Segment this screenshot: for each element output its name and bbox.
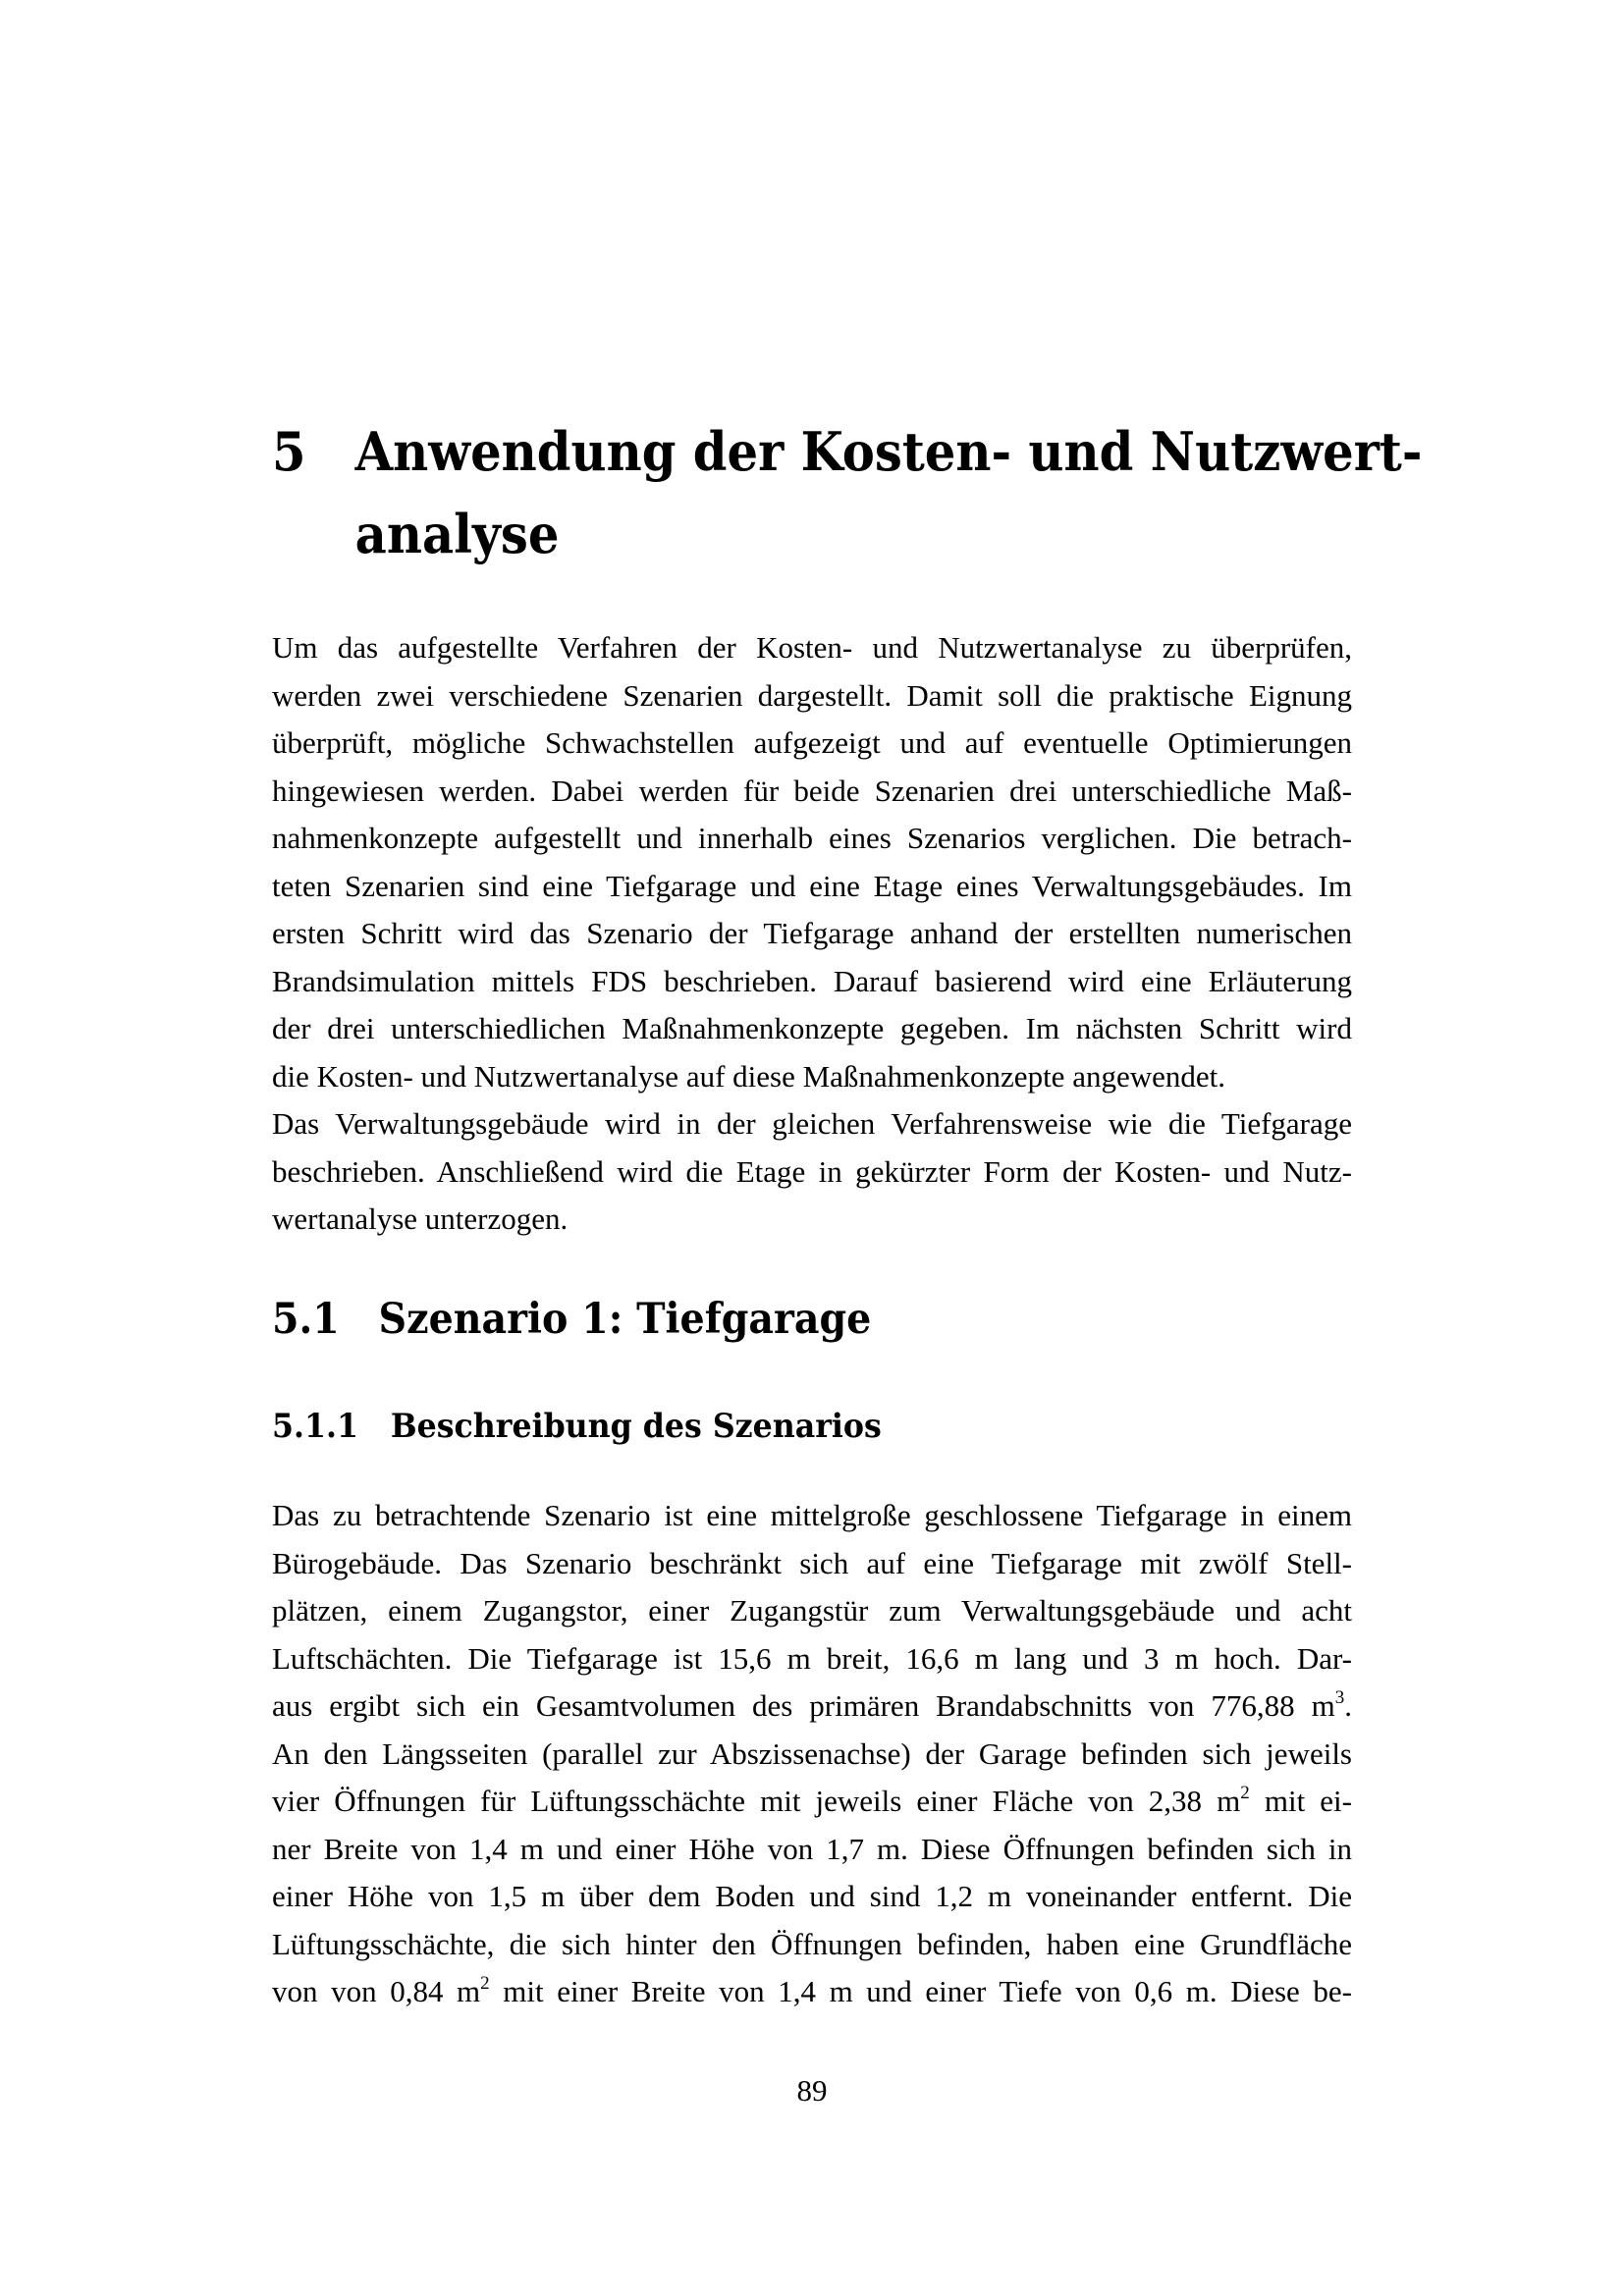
subsection-title: Beschreibung des Szenarios bbox=[390, 1407, 882, 1446]
intro-line: beschrieben. Anschließend wird die Etage in gekürzter Form der Kosten- und Nutz- bbox=[272, 1153, 1352, 1189]
body-line: Luftschächten. Die Tiefgarage ist 15,6 m breit, 16,6 m lang und 3 m hoch. Dar- bbox=[272, 1640, 1352, 1676]
body-line: aus ergibt sich ein Gesamtvolumen des primären Brandabschnitts von 776,88 $m^3$. bbox=[272, 1687, 1352, 1723]
body-line: An den Längsseiten (parallel zur Abszissenachse) der Garage befinden sich jeweils bbox=[272, 1735, 1352, 1771]
chapter-title-line-2: analyse bbox=[354, 503, 560, 565]
body-line: ner Breite von 1,4 m und einer Höhe von 1,7 m. Diese Öffnungen befinden sich in bbox=[272, 1831, 1352, 1866]
body-paragraph bbox=[272, 1492, 1352, 2016]
intro-line: ersten Schritt wird das Szenario der Tiefgarage anhand der erstellten numerischen bbox=[272, 916, 1352, 950]
intro-line: Um das aufgestellte Verfahren der Kosten- und Nutzwertanalyse zu überprüfen, bbox=[272, 630, 1352, 665]
body-line: plätzen, einem Zugangstor, einer Zugangstür zum Verwaltungsgebäude und acht bbox=[272, 1593, 1352, 1628]
intro-line: Brandsimulation mittels FDS beschrieben. Darauf basierend wird eine Erläuterung bbox=[272, 963, 1352, 998]
body-line: von von 0,84 $m^2$ mit einer Breite von 1,4 m und einer Tiefe von 0,6 m. Diese be- bbox=[272, 1973, 1352, 2008]
body-line: vier Öffnungen für Lüftungsschächte mit jeweils einer Fläche von 2,38 $m^2$ mit ei- bbox=[272, 1783, 1352, 1818]
intro-line: Das Verwaltungsgebäude wird in der gleichen Verfahrensweise wie die Tiefgarage bbox=[272, 1106, 1352, 1141]
chapter-title-line-1: Anwendung der Kosten- und Nutzwert- bbox=[354, 420, 1423, 483]
chapter-number: 5 bbox=[272, 420, 306, 483]
intro-paragraph bbox=[272, 624, 1352, 1244]
intro-line: der drei unterschiedlichen Maßnahmenkonzepte gegeben. Im nächsten Schritt wird bbox=[272, 1011, 1352, 1045]
body-line: Bürogebäude. Das Szenario beschränkt sich auf eine Tiefgarage mit zwölf Stell- bbox=[272, 1545, 1352, 1580]
subsection-number: 5.1.1 bbox=[272, 1407, 359, 1446]
intro-line: wertanalyse unterzogen. bbox=[272, 1201, 568, 1236]
section-title: Szenario 1: Tiefgarage bbox=[378, 1295, 872, 1344]
page-number: 89 bbox=[796, 2073, 828, 2108]
intro-line: hingewiesen werden. Dabei werden für beide Szenarien drei unterschiedliche Maß- bbox=[272, 773, 1352, 808]
body-line: Das zu betrachtende Szenario ist eine mittelgroße geschlossene Tiefgarage in einem bbox=[272, 1498, 1352, 1532]
intro-line: die Kosten- und Nutzwertanalyse auf diese Maßnahmenkonzepte angewendet. bbox=[272, 1058, 1225, 1094]
intro-line: nahmenkonzepte aufgestellt und innerhalb eines Szenarios verglichen. Die betrach- bbox=[272, 821, 1352, 855]
intro-line: überprüft, mögliche Schwachstellen aufgezeigt und auf eventuelle Optimierungen bbox=[272, 725, 1352, 760]
section-heading bbox=[272, 1293, 871, 1346]
body-line: Lüftungsschächte, die sich hinter den Öffnungen befinden, haben eine Grundfläche bbox=[272, 1926, 1352, 1961]
section-number: 5.1 bbox=[272, 1295, 340, 1344]
subsection-heading bbox=[272, 1405, 882, 1448]
intro-line: teten Szenarien sind eine Tiefgarage und eine Etage eines Verwaltungsgebäudes. Im bbox=[272, 868, 1352, 903]
body-line: einer Höhe von 1,5 m über dem Boden und sind 1,2 m voneinander entfernt. Die bbox=[272, 1879, 1352, 1913]
intro-line: werden zwei verschiedene Szenarien dargestellt. Damit soll die praktische Eignung bbox=[272, 677, 1352, 713]
